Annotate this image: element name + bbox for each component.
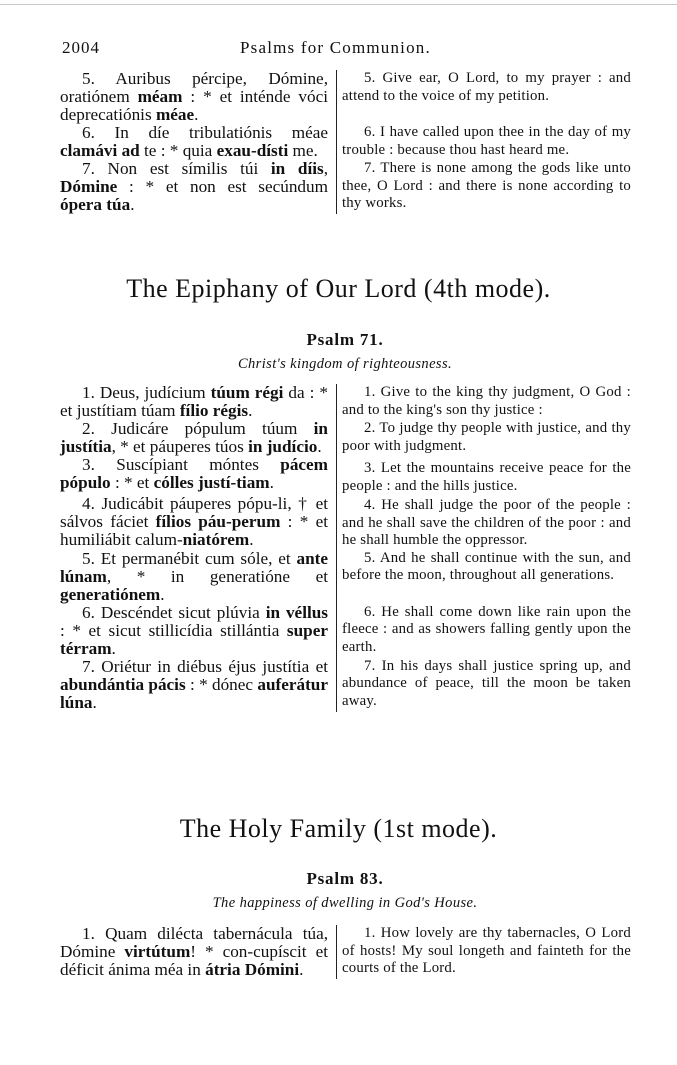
psalm-number: Psalm 83. — [306, 869, 384, 888]
feast-heading: The Epiphany of Our Lord (4th mode). — [126, 274, 551, 303]
latin-verse: 3. Suscípiant móntes pácem pópulo : * et cólles justí-tiam. — [60, 456, 337, 495]
psalm-number: Psalm 71. — [306, 330, 384, 349]
latin-verse: 1. Quam dilécta tabernácula túa, Dómine virtútum! * con-cupíscit et déficit ánima méa in átria Dómini. — [60, 925, 337, 979]
psalm-subtitle: Christ's kingdom of righteousness. — [237, 356, 453, 372]
verse-block-continuation — [60, 70, 631, 214]
page-header — [62, 38, 632, 58]
latin-verse: 1. Deus, judícium túum régi da : * et justítiam túam fílio régis. — [60, 384, 337, 420]
verse-row — [60, 420, 631, 456]
english-verse: 5. Give ear, O Lord, to my prayer : and attend to the voice of my petition. — [342, 70, 631, 104]
verse-row — [60, 124, 631, 160]
verse-row — [60, 495, 631, 550]
english-verse: 7. In his days shall justice spring up, and abundance of peace, till the moon be taken away. — [342, 657, 631, 709]
verse-row — [60, 604, 631, 658]
verse-row — [60, 70, 631, 124]
english-verse: 1. Give to the king thy judgment, O God : and to the king's son thy justice : — [342, 384, 631, 418]
latin-verse: 6. Descéndet sicut plúvia in véllus : * et sicut stillicídia stillántia super térram. — [60, 604, 337, 658]
latin-verse: 5. Et permanébit cum sóle, et ante lúnam, * in generatióne et generatiónem. — [60, 550, 337, 604]
verse-row — [60, 160, 631, 214]
latin-verse: 7. Oriétur in diébus éjus justítia et abundántia pácis : * dónec auferátur lúna. — [60, 658, 337, 712]
verse-row — [60, 925, 631, 979]
verse-row — [60, 658, 631, 712]
latin-verse: 4. Judicábit páuperes pópu-li, † et sálvos fáciet fílios páu-perum : * et humiliábit calum-niatórem. — [60, 495, 337, 550]
english-verse: 5. And he shall continue with the sun, and before the moon, throughout all generations. — [342, 549, 631, 583]
page-number: 2004 — [62, 38, 100, 57]
english-verse: 6. I have called upon thee in the day of my trouble : because thou hast heard me. — [342, 124, 631, 158]
feast-heading: The Holy Family (1st mode). — [179, 814, 498, 843]
english-verse: 6. He shall come down like rain upon the fleece : and as showers falling gently upon the earth. — [342, 603, 631, 655]
verse-row — [60, 456, 631, 495]
english-verse: 2. To judge thy people with justice, and thy poor with judgment. — [342, 420, 631, 454]
verse-row — [60, 550, 631, 604]
latin-verse: 5. Auribus pércipe, Dómine, oratiónem méam : * et inténde vóci deprecatiónis méae. — [60, 70, 337, 124]
running-title: Psalms for Communion. — [240, 38, 431, 57]
page-top-rule — [0, 4, 677, 5]
latin-verse: 6. In díe tribulatiónis méae clamávi ad te : * quia exau-dísti me. — [60, 124, 337, 160]
english-verse: 4. He shall judge the poor of the people : and he shall save the children of the poor : and he shall humble the oppressor. — [342, 497, 631, 548]
english-verse: 7. There is none among the gods like unto thee, O Lord : and there is none according to thy works. — [342, 160, 631, 211]
verse-row — [60, 384, 631, 420]
verse-block-psalm-71 — [60, 384, 631, 712]
english-verse: 3. Let the mountains receive peace for the people : and the hills justice. — [342, 460, 631, 494]
latin-verse: 7. Non est símilis túi in díis, Dómine : * et non est secúndum ópera túa. — [60, 160, 337, 214]
verse-block-psalm-83 — [60, 925, 631, 979]
psalm-subtitle: The happiness of dwelling in God's House. — [212, 895, 478, 911]
english-verse: 1. How lovely are thy tabernacles, O Lord of hosts! My soul longeth and fainteth for the courts of the Lord. — [342, 925, 631, 976]
latin-verse: 2. Judicáre pópulum túum in justítia, * et páuperes túos in judício. — [60, 420, 337, 456]
